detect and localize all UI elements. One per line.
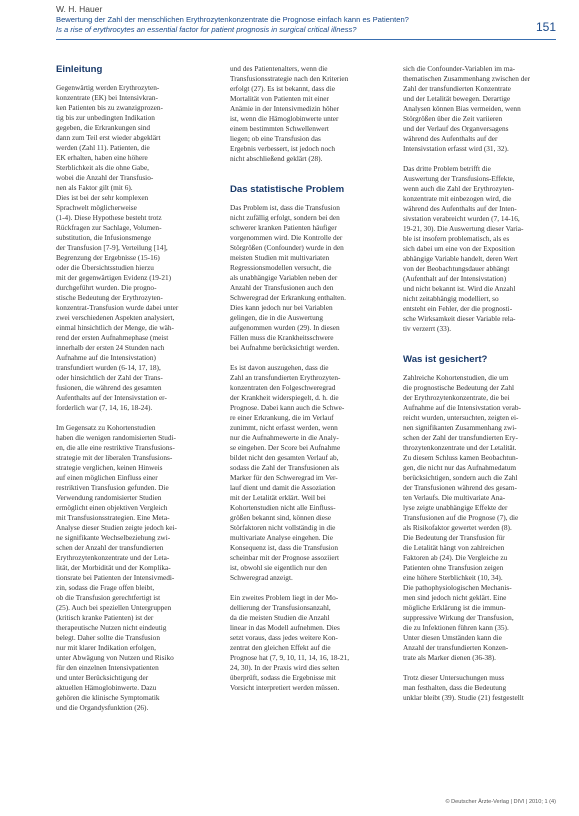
text-line: meisten Studien mit multivariaten bbox=[230, 253, 330, 262]
text-line: berücksichtigen, sondern auch die Zahl bbox=[403, 473, 518, 482]
text-line: gehören die klinische Symptomatik bbox=[56, 693, 160, 702]
text-line: substitution, die Infusionsmenge bbox=[56, 233, 152, 242]
column-3 bbox=[403, 64, 551, 703]
text-line: trate als Marker dienen (36-38). bbox=[403, 653, 496, 662]
text-line: schen der Anzahl der transfundierten bbox=[56, 543, 164, 552]
text-line: als unabhängige Variablen neben der bbox=[230, 273, 338, 282]
text-line: Konsequenz ist, dass die Transfusion bbox=[230, 543, 339, 552]
text-line: überprüft, sodass die Ergebnisse mit bbox=[230, 673, 336, 682]
paragraph-gap bbox=[230, 174, 378, 184]
text-line: Störgrößen über die Zeit variieren bbox=[403, 114, 503, 123]
text-line: Unter diesen Umständen kann die bbox=[403, 633, 502, 642]
header-subtitle: Is a rise of erythrocytes an essential factor for patient prognosis in surgical critical illness? bbox=[56, 25, 357, 34]
text-line: men sind jedoch nicht geklärt. Eine bbox=[403, 593, 507, 602]
paragraph-gap bbox=[56, 413, 204, 423]
paragraph-gap bbox=[403, 154, 551, 164]
text-line: unklar bleibt (39). Studie (21) festgestellt bbox=[403, 693, 524, 702]
text-line: und die Organdysfunktion (26). bbox=[56, 703, 149, 712]
text-line: 19-21, 30). Die Auswertung dieser Varia- bbox=[403, 224, 524, 233]
text-line: und des Patientenalters, wenn die bbox=[230, 64, 328, 73]
text-line: unter Abwägung von Nutzen und Risiko bbox=[56, 653, 174, 662]
column-2 bbox=[230, 64, 378, 693]
text-line: Schweregrad der Erkrankung enthalten. bbox=[230, 293, 346, 302]
text-line: Marker für den Schweregrad im Ver- bbox=[230, 473, 338, 482]
text-line: fusionen, die während des gesamten bbox=[56, 383, 162, 392]
text-line: re einer Erkrankung, die im Verlauf bbox=[230, 413, 334, 422]
text-line: reicht wurden, untersuchten, zeigten ei- bbox=[403, 413, 519, 422]
text-line: sche Wirksamkeit dieser Variable rela- bbox=[403, 314, 516, 323]
text-line: für den einzelnen Intensivpatienten bbox=[56, 663, 159, 672]
text-line: Analysen können Bias vermeiden, wenn bbox=[403, 104, 521, 113]
text-line: lauf dient und damit die Assoziation bbox=[230, 483, 336, 492]
text-line: haben die wenigen randomisierten Studi- bbox=[56, 433, 176, 442]
text-line: tig bis zur unbedingten Indikation bbox=[56, 113, 155, 122]
text-line: dann zum Teil erst wieder abgeklärt bbox=[56, 133, 161, 142]
text-line: 24, 30). In der Praxis wird dies selten bbox=[230, 663, 340, 672]
text-line: EK erhalten, haben eine höhere bbox=[56, 153, 148, 162]
text-line: nicht zufällig erfolgt, sondern bei den bbox=[230, 213, 340, 222]
text-line: throzytenkonzentrate und der Letalität. bbox=[403, 443, 517, 452]
text-line: Aufnahme auf die Intensivstation) bbox=[56, 353, 156, 362]
text-line: (25). Auch bei speziellen Untergruppen bbox=[56, 603, 172, 612]
header-rule bbox=[56, 39, 556, 40]
text-line: der Transfusionen während des gesam- bbox=[403, 483, 517, 492]
text-line: eine höhere Sterblichkeit (10, 34). bbox=[403, 573, 503, 582]
text-line: zwei verschiedenen Aspekten analysiert, bbox=[56, 313, 175, 322]
text-line: konzentrate mit einbezogen wird, die bbox=[403, 194, 512, 203]
text-line: tionsrate bei Patienten der Intensivmedi- bbox=[56, 573, 175, 582]
text-line: nen signifikanten Zusammenhang zwi- bbox=[403, 423, 517, 432]
text-line: Es ist davon auszugehen, dass die bbox=[230, 363, 329, 372]
text-line: mögliche Erklärung ist die immun- bbox=[403, 603, 506, 612]
header-title: Bewertung der Zahl der menschlichen Erythrozytenkonzentrate die Prognose einfach kann es Patienten? bbox=[56, 15, 409, 24]
text-line: Verwendung randomisierter Studien bbox=[56, 493, 162, 502]
text-line: Prognose. Dabei kann auch die Schwe- bbox=[230, 403, 345, 412]
text-line: konzentrate (EK) bei Intensivkran- bbox=[56, 93, 158, 102]
text-line: setzt voraus, dass jedes weitere Kon- bbox=[230, 633, 338, 642]
text-line: ob die Transfusion gerechtfertigt ist bbox=[56, 593, 161, 602]
text-line: transfundiert wurden (6-14, 17, 18), bbox=[56, 363, 161, 372]
text-line: belegt. Daher sollte die Transfusion bbox=[56, 633, 160, 642]
text-line: Das Problem ist, dass die Transfusion bbox=[230, 203, 340, 212]
text-line: nur die Aufnahmewerte in die Analy- bbox=[230, 433, 339, 442]
text-line: aufgenommen wurden (29). In diesen bbox=[230, 323, 340, 332]
text-line: da die meisten Studien die Anzahl bbox=[230, 613, 330, 622]
text-line: Anzahl der Transfusionen auch den bbox=[230, 283, 334, 292]
text-line: liegen; ob eine Transfusion das bbox=[230, 134, 321, 143]
text-line: therapeutische Nutzen nicht eindeutig bbox=[56, 623, 167, 632]
text-line: Faktoren ab (24). Die Vergleiche zu bbox=[403, 553, 508, 562]
text-line: konzentrat-Transfusion wurde dabei unter bbox=[56, 303, 179, 312]
text-line: (1-4). Diese Hypothese besteht trotz bbox=[56, 213, 162, 222]
text-line: sodass die Zahl der Transfusionen als bbox=[230, 463, 340, 472]
text-line: ist, wenn die Hämoglobinwerte unter bbox=[230, 114, 339, 123]
text-line: scheinbar mit der Prognose assoziiert bbox=[230, 553, 340, 562]
text-line: Patienten ohne Transfusion zeigen bbox=[403, 563, 504, 572]
paragraph-gap bbox=[230, 164, 378, 174]
text-line: Die pathophysiologischen Mechanis- bbox=[403, 583, 512, 592]
text-line: oder hinsichtlich der Zahl der Trans- bbox=[56, 373, 163, 382]
text-line: Störfaktoren nicht vollständig in die bbox=[230, 523, 336, 532]
text-line: der Erythrozytenkonzentrate, die bei bbox=[403, 393, 510, 402]
text-line: Fällen muss die Krankheitsschwere bbox=[230, 333, 334, 342]
text-line: dellierung der Transfusionsanzahl, bbox=[230, 603, 331, 612]
text-line: innerhalb der ersten 24 Stunden nach bbox=[56, 343, 165, 352]
text-line: während des Aufenthalts auf der bbox=[403, 134, 498, 143]
section-heading-what-is-established: Was ist gesichert? bbox=[403, 354, 488, 365]
text-line: der Transfusion [7-9], Verteilung [14], bbox=[56, 243, 168, 252]
text-line: strategie verglichen, keinen Hinweis bbox=[56, 463, 163, 472]
text-line: forderlich war (7, 14, 16, 18-24). bbox=[56, 403, 153, 412]
text-line: ken Patienten bis zu zwanzigprozen- bbox=[56, 103, 163, 112]
text-line: während des Aufenthalts auf der Inten- bbox=[403, 204, 517, 213]
text-line: man festhalten, dass die Bedeutung bbox=[403, 683, 507, 692]
text-line: zentrat den gleichen Effekt auf die bbox=[230, 643, 331, 652]
text-line: mit der gegenwärtigen Evidenz (19-21) bbox=[56, 273, 172, 282]
text-line: die zu Infektionen führen kann (35). bbox=[403, 623, 509, 632]
text-line: entsteht ein Fehler, der die prognosti- bbox=[403, 304, 513, 313]
paragraph-gap bbox=[230, 353, 378, 363]
column-1 bbox=[56, 64, 204, 713]
text-line: Die Bedeutung der Transfusion für bbox=[403, 533, 505, 542]
text-line: abhängige Variable handelt, deren Wert bbox=[403, 254, 518, 263]
paragraph-gap bbox=[403, 663, 551, 673]
paragraph-gap bbox=[230, 583, 378, 593]
text-line: werden (Zahl 11). Patienten, die bbox=[56, 143, 150, 152]
text-line: schen der Zahl der transfundierten Ery- bbox=[403, 433, 518, 442]
text-line: Gegenwärtig werden Erythrozyten- bbox=[56, 83, 160, 92]
text-line: Zahl der transfundierten Konzentrate bbox=[403, 84, 511, 93]
text-line: und der Verlauf des Organversagens bbox=[403, 124, 509, 133]
text-line: Störgrößen (Confounder) wurde in den bbox=[230, 243, 344, 252]
column-2-text bbox=[230, 64, 378, 693]
text-line: größen bekannt sind, können diese bbox=[230, 513, 332, 522]
text-line: ermöglicht einen objektiven Vergleich bbox=[56, 503, 168, 512]
text-line: Ein zweites Problem liegt in der Mo- bbox=[230, 593, 339, 602]
text-line: bildet nicht den gesamten Verlauf ab, bbox=[230, 453, 339, 462]
text-line: einem bestimmten Schwellenwert bbox=[230, 124, 329, 133]
text-line: suppressive Wirkung der Transfusion, bbox=[403, 613, 514, 622]
text-line: nen als Faktor gilt (mit 6). bbox=[56, 183, 133, 192]
section-heading-introduction: Einleitung bbox=[56, 64, 103, 75]
text-line: Aufenthalts auf der Intensivstation er- bbox=[56, 393, 167, 402]
text-line: sivstation verabreicht wurden (7, 14-16, bbox=[403, 214, 520, 223]
text-line: thematischen Zusammenhang zwischen der bbox=[403, 74, 531, 83]
text-line: wobei die Anzahl der Transfusio- bbox=[56, 173, 154, 182]
text-line: Zahlreiche Kohortenstudien, die um bbox=[403, 373, 509, 382]
text-line: als Risikofaktor gewertet werden (8). bbox=[403, 523, 512, 532]
page-number: 151 bbox=[535, 20, 556, 34]
column-1-text bbox=[56, 83, 204, 713]
text-line: Dies ist bei der sehr komplexen bbox=[56, 193, 149, 202]
text-line: ist, obwohl sie eigentlich nur den bbox=[230, 563, 327, 572]
text-line: Rückfragen zur Sachlage, Volumen- bbox=[56, 223, 162, 232]
text-line: der Krankheit widerspiegelt, d. h. die bbox=[230, 393, 339, 402]
text-line: Mortalität von Patienten mit einer bbox=[230, 94, 329, 103]
text-line: Transfusionsstrategie nach den Kriterien bbox=[230, 74, 349, 83]
text-line: Das dritte Problem betrifft die bbox=[403, 164, 491, 173]
text-line: Sprachwelt möglicherweise bbox=[56, 203, 137, 212]
text-line: mit Transfusionsstrategien. Eine Meta- bbox=[56, 513, 170, 522]
text-line: von der Beobachtungsdauer abhängt bbox=[403, 264, 510, 273]
text-line: (kritisch kranke Patienten) ist der bbox=[56, 613, 154, 622]
paragraph-gap bbox=[403, 344, 551, 354]
text-line: se eingehen. Der Score bei Aufnahme bbox=[230, 443, 341, 452]
text-line: nur mit klarer Indikation erfolgen, bbox=[56, 643, 156, 652]
text-line: Regressionsmodellen versucht, die bbox=[230, 263, 332, 272]
text-line: konzentraten den Folgeschweregrad bbox=[230, 383, 336, 392]
text-line: bei Aufnahme berücksichtigt werden. bbox=[230, 343, 340, 352]
text-line: Intensivstation erfasst wird (31, 32). bbox=[403, 144, 509, 153]
section-heading-statistical-problem: Das statistische Problem bbox=[230, 184, 345, 195]
text-line: restriktiven Transfusion gefunden. Die bbox=[56, 483, 169, 492]
text-line: nicht abschließend geklärt (28). bbox=[230, 154, 323, 163]
text-line: einmal hinsichtlich der Menge, die wäh- bbox=[56, 323, 174, 332]
page-footer: © Deutscher Ärzte-Verlag | DIVI | 2010; 1 (4) bbox=[445, 799, 556, 805]
text-line: Erythrozytenkonzentrate und der Leta- bbox=[56, 553, 170, 562]
text-line: die prognostische Bedeutung der Zahl bbox=[403, 383, 515, 392]
text-line: zin, sodass die Frage offen bleibt, bbox=[56, 583, 155, 592]
text-line: Trotz dieser Untersuchungen muss bbox=[403, 673, 505, 682]
text-line: und der Letalität bewegen. Derartige bbox=[403, 94, 511, 103]
text-line: zunimmt, nicht erfasst werden, wenn bbox=[230, 423, 338, 432]
text-line: multivariate Analyse eingehen. Die bbox=[230, 533, 333, 542]
text-line: vorgenommen wird. Die Kontrolle der bbox=[230, 233, 343, 242]
text-line: sich die Confounder-Variablen im ma- bbox=[403, 64, 516, 73]
text-line: lyse zeigte unabhängige Effekte der bbox=[403, 503, 508, 512]
text-line: Dies kann jedoch nur bei Variablen bbox=[230, 303, 333, 312]
text-line: Im Gegensatz zu Kohortenstudien bbox=[56, 423, 156, 432]
text-line: linear in das Modell aufnehmen. Dies bbox=[230, 623, 340, 632]
text-line: und unter Berücksichtigung der bbox=[56, 673, 149, 682]
text-line: Vorsicht interpretiert werden müssen. bbox=[230, 683, 340, 692]
text-line: schwerer kranken Patienten häufiger bbox=[230, 223, 337, 232]
text-line: ble ist insofern problematisch, als es bbox=[403, 234, 510, 243]
text-line: auf einen möglichen Einfluss einer bbox=[56, 473, 158, 482]
text-line: gen, die nicht nur das Aufnahmedatum bbox=[403, 463, 517, 472]
text-line: en, die alle eine restriktive Transfusions- bbox=[56, 443, 175, 452]
text-line: gegeben, die Erkrankungen sind bbox=[56, 123, 151, 132]
text-line: ten Verlaufs. Die multivariate Ana- bbox=[403, 493, 506, 502]
column-3-text bbox=[403, 64, 551, 703]
text-line: Ergebnis verbessert, ist jedoch noch bbox=[230, 144, 336, 153]
text-line: strategie mit der liberalen Transfusions- bbox=[56, 453, 173, 462]
text-line: Transfusionen auf die Prognose (7), die bbox=[403, 513, 519, 522]
text-line: Anämie in der Intensivmedizin höher bbox=[230, 104, 340, 113]
text-line: Schweregrad anzeigt. bbox=[230, 573, 293, 582]
text-line: Anzahl der transfundierten Konzen- bbox=[403, 643, 509, 652]
text-line: Zu diesem Schluss kamen Beobachtun- bbox=[403, 453, 519, 462]
text-line: (Aufenthalt auf der Intensivstation) bbox=[403, 274, 507, 283]
text-line: wenn auch die Zahl der Erythrozyten- bbox=[403, 184, 514, 193]
text-line: Auswertung der Transfusions-Effekte, bbox=[403, 174, 515, 183]
text-line: aktuellen Hämoglobinwerte. Dazu bbox=[56, 683, 157, 692]
text-line: Prognose hat (7, 9, 10, 11, 14, 16, 18-21, bbox=[230, 653, 350, 662]
text-line: Zahl an transfundierten Erythrozyten- bbox=[230, 373, 341, 382]
text-line: die Letalität hängt von zahlreichen bbox=[403, 543, 505, 552]
text-line: erfolgt (27). Es ist bekannt, dass die bbox=[230, 84, 335, 93]
text-line: gelingen, die in die Auswertung bbox=[230, 313, 324, 322]
text-line: Analyse dieser Studien zeigte jedoch kei- bbox=[56, 523, 177, 532]
text-line: stische Bedeutung der Erythrozyten- bbox=[56, 293, 163, 302]
header-author: W. H. Hauer bbox=[56, 4, 103, 14]
text-line: Aufnahme auf die Intensivstation verab- bbox=[403, 403, 521, 412]
text-line: Begrenzung der Ergebnisse (15-16) bbox=[56, 253, 160, 262]
text-line: rend der ersten Aufnahmephase (meist bbox=[56, 333, 169, 342]
text-line: tiv verzerrt (33). bbox=[403, 324, 452, 333]
text-line: sich dabei um eine von der Exposition bbox=[403, 244, 515, 253]
text-line: durchgeführt wurden. Die progno- bbox=[56, 283, 157, 292]
text-line: Sterblichkeit als die ohne Gabe, bbox=[56, 163, 150, 172]
text-line: lität, der Morbidität und der Komplika- bbox=[56, 563, 171, 572]
text-line: mit der Letalität erklärt. Weil bei bbox=[230, 493, 326, 502]
page-header bbox=[56, 4, 556, 35]
paragraph-gap bbox=[403, 334, 551, 344]
text-line: oder die Übersichtsstudien hierzu bbox=[56, 263, 154, 272]
text-line: nicht zeitabhängig modelliert, so bbox=[403, 294, 499, 303]
text-line: Kohortenstudien nicht alle Einfluss- bbox=[230, 503, 336, 512]
text-line: ne signifikante Wechselbeziehung zwi- bbox=[56, 533, 171, 542]
text-line: und nicht bekannt ist. Wird die Anzahl bbox=[403, 284, 516, 293]
